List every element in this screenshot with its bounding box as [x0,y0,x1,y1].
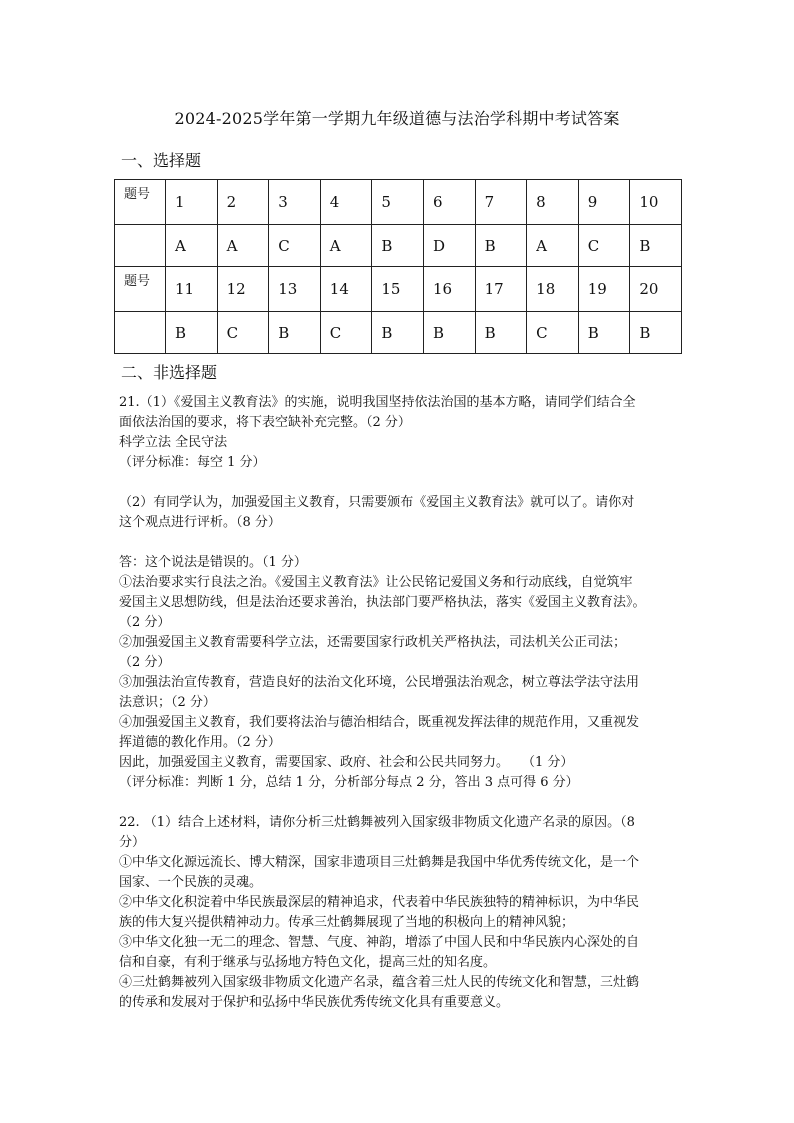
q22-answer-point-1: 国家、一个民族的灵魂。 [119,875,263,890]
question-number-cell: 11 [166,267,218,312]
answer-cell: D [423,225,475,267]
question-number-cell: 18 [527,267,579,312]
question-number-cell: 4 [320,180,372,225]
question-number-cell: 20 [630,267,682,312]
answer-cell: B [578,312,630,354]
answer-cell: B [630,312,682,354]
answer-cell: C [320,312,372,354]
answer-cell: C [527,312,579,354]
answer-cell: B [166,312,218,354]
answer-cell: A [166,225,218,267]
page-title: 2024-2025学年第一学期九年级道德与法治学科期中考试答案 [174,109,620,128]
q22-answer-point-4: 的传承和发展对于保护和弘扬中华民族优秀传统文化具有重要意义。 [119,995,510,1010]
question-number-cell: 19 [578,267,630,312]
answer-cell: B [423,312,475,354]
q21-answer-point-4: 挥道德的教化作用。（2 分） [119,735,281,750]
question-number-cell: 5 [372,180,424,225]
answer-cell: B [269,312,321,354]
q21-prompt-line: 面依法治国的要求，将下表空缺补充完整。（2 分） [119,415,411,430]
q21-2-prompt-line: （2）有同学认为，加强爱国主义教育，只需要颁布《爱国主义教育法》就可以了。请你对 [119,495,635,510]
question-number-cell: 2 [217,180,269,225]
answer-row [115,312,682,354]
q22-prompt-line: 22. （1）结合上述材料，请你分析三灶鹤舞被列入国家级非物质文化遗产名录的原因。（8 [119,815,635,830]
answer-cell: A [527,225,579,267]
question-number-cell: 12 [217,267,269,312]
question-number-cell: 14 [320,267,372,312]
answer-cell: B [372,312,424,354]
empty-label-cell [115,225,166,267]
question-number-row [115,180,682,225]
empty-label-cell [115,312,166,354]
answer-cell: C [217,312,269,354]
answer-cell: C [578,225,630,267]
question-number-cell: 7 [475,180,527,225]
q22-answer-point-2: ②中华文化积淀着中华民族最深层的精神追求，代表着中华民族独特的精神标识，为中华民 [119,895,640,910]
question-22-block [119,813,684,1013]
q21-answer-point-3: 法意识；（2 分） [119,695,216,710]
q21-answer-point-2: （2 分） [119,655,171,670]
answer-cell: A [320,225,372,267]
question-number-cell: 1 [166,180,218,225]
question-number-cell: 15 [372,267,424,312]
answer-cell: B [475,225,527,267]
q21-answer-point-1: 爱国主义思想防线，但是法治还要求善治，执法部门要严格执法，落实《爱国主义教育法》。 [119,595,646,610]
answer-cell: B [475,312,527,354]
answer-cell: A [217,225,269,267]
q21-answer-summary: 因此，加强爱国主义教育，需要国家、政府、社会和公民共同努力。 （1 分） [119,755,574,770]
answer-cell: C [269,225,321,267]
q21-answer-point-1: （2 分） [119,615,171,630]
q21-answer-judgement: 答：这个说法是错误的。（1 分） [119,555,307,570]
q22-answer-point-3: ③中华文化独一无二的理念、智慧、气度、神韵，增添了中国人民和中华民族内心深处的自 [119,935,640,950]
question-number-cell: 17 [475,267,527,312]
section-heading-non-choice: 二、非选择题 [121,363,218,382]
q21-answer-1: 科学立法 全民守法 [119,435,228,450]
section-heading-multiple-choice: 一、选择题 [121,151,202,170]
answer-table [114,179,682,354]
q21-answer-point-2: ②加强爱国主义教育需要科学立法，还需要国家行政机关严格执法，司法机关公正司法； [119,635,627,650]
question-number-cell: 13 [269,267,321,312]
question-number-cell: 6 [423,180,475,225]
question-number-cell: 10 [630,180,682,225]
q21-scoring-2: （评分标准：判断 1 分，总结 1 分，分析部分每点 2 分，答出 3 点可得 6 分） [119,775,579,790]
q22-answer-point-4: ④三灶鹤舞被列入国家级非物质文化遗产名录，蕴含着三灶人民的传统文化和智慧，三灶鹤 [119,975,640,990]
question-number-row [115,267,682,312]
q22-prompt-line: 分） [119,835,146,850]
answer-cell: B [630,225,682,267]
q21-answer-point-1: ①法治要求实行良法之治。《爱国主义教育法》让公民铭记爱国义务和行动底线，自觉筑牢 [119,575,633,590]
row-label: 题号 [115,267,166,312]
q21-scoring-1: （评分标准：每空 1 分） [119,455,266,470]
q22-answer-point-1: ①中华文化源远流长、博大精深，国家非遗项目三灶鹤舞是我国中华优秀传统文化，是一个 [119,855,640,870]
q21-prompt-line: 21.（1）《爱国主义教育法》的实施，说明我国坚持依法治国的基本方略，请同学们结合全 [119,395,636,410]
answer-row [115,225,682,267]
question-number-cell: 16 [423,267,475,312]
q21-2-prompt-line: 这个观点进行评析。（8 分） [119,515,281,530]
q22-answer-point-3: 信和自豪，有利于继承与弘扬地方特色文化，提高三灶的知名度。 [119,955,497,970]
q21-answer-point-4: ④加强爱国主义教育，我们要将法治与德治相结合，既重视发挥法律的规范作用，又重视发 [119,715,640,730]
question-number-cell: 8 [527,180,579,225]
q22-answer-point-2: 族的伟大复兴提供精神动力。传承三灶鹤舞展现了当地的积极向上的精神风貌； [119,915,575,930]
question-number-cell: 9 [578,180,630,225]
question-21-block [119,393,684,793]
q21-answer-point-3: ③加强法治宣传教育，营造良好的法治文化环境，公民增强法治观念，树立尊法学法守法用 [119,675,640,690]
row-label: 题号 [115,180,166,225]
question-number-cell: 3 [269,180,321,225]
answer-cell: B [372,225,424,267]
